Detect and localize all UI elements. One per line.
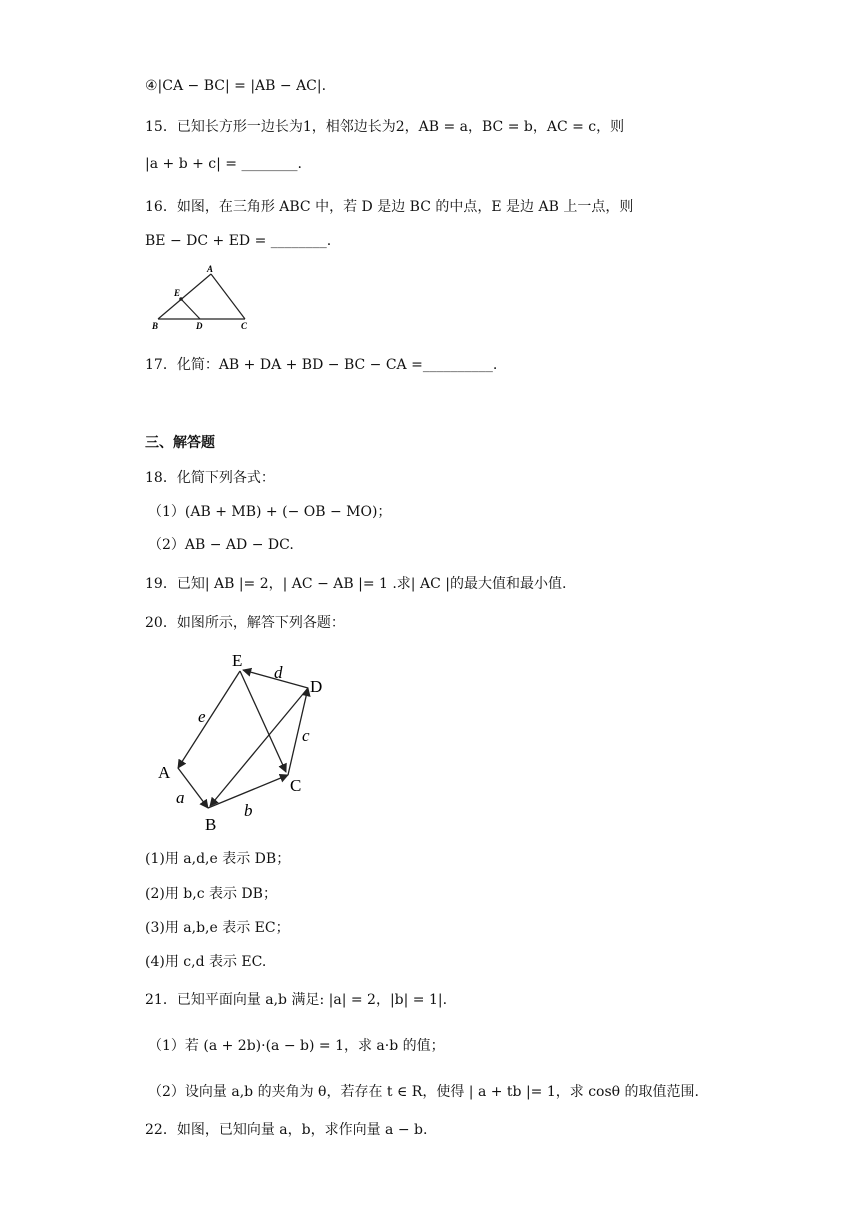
label-vector-c: c	[302, 726, 310, 745]
question-20-part-2: (2)用 b,c 表示 DB；	[145, 886, 277, 902]
label-vector-b: b	[244, 801, 253, 820]
question-16-line-1: 16．如图，在三角形 ABC 中，若 D 是边 BC 的中点，E 是边 AB 上一点，则	[145, 199, 634, 215]
question-18-part-1: （1）(AB + MB) + (− OB − MO)；	[148, 504, 392, 520]
label-A: A	[207, 264, 214, 274]
question-20: 20．如图所示，解答下列各题：	[145, 615, 345, 631]
label-D: D	[310, 677, 323, 696]
question-15-line-1: 15．已知长方形一边长为1，相邻边长为2，AB = a，BC = b，AC = c，则	[145, 119, 625, 135]
question-21-part-2: （2）设向量 a,b 的夹角为 θ，若存在 t ∈ R，使得 | a + tb |= 1，求 cosθ 的取值范围.	[148, 1084, 699, 1100]
label-A: A	[158, 763, 171, 782]
question-20-part-1: (1)用 a,d,e 表示 DB；	[145, 851, 291, 867]
label-E: E	[232, 651, 243, 670]
question-18-part-2: （2）AB − AD − DC.	[148, 537, 294, 553]
question-21-part-1: （1）若 (a + 2b)·(a − b) = 1，求 a·b 的值；	[148, 1038, 445, 1054]
question-16-line-2: BE − DC + ED = ________.	[145, 233, 332, 249]
label-E: E	[174, 288, 181, 298]
question-20-part-4: (4)用 c,d 表示 EC.	[145, 954, 267, 970]
section-heading: 三、解答题	[145, 435, 215, 451]
label-vector-d: d	[274, 663, 283, 682]
triangle-figure	[148, 262, 258, 334]
label-vector-e: e	[198, 707, 206, 726]
question-20-part-3: (3)用 a,b,e 表示 EC；	[145, 920, 290, 936]
label-B: B	[205, 815, 217, 834]
question-19: 19．已知| AB |= 2，| AC − AB |= 1 .求| AC |的最大值和最小值.	[145, 576, 567, 592]
question-18: 18．化简下列各式：	[145, 470, 275, 486]
label-vector-a: a	[176, 788, 185, 807]
label-C: C	[241, 321, 248, 331]
label-B: B	[152, 321, 159, 331]
question-17: 17．化简：AB + DA + BD − BC − CA =__________.	[145, 357, 498, 373]
vector-figure	[150, 648, 340, 836]
question-21: 21．已知平面向量 a,b 满足: |a| = 2，|b| = 1|.	[145, 992, 448, 1008]
label-D: D	[196, 321, 203, 331]
question-15-line-2: |a + b + c| = ________.	[145, 156, 302, 172]
item-14-statement-4: ④|CA − BC| = |AB − AC|.	[145, 78, 327, 94]
label-C: C	[290, 776, 302, 795]
question-22: 22．如图，已知向量 a，b，求作向量 a − b.	[145, 1122, 428, 1138]
